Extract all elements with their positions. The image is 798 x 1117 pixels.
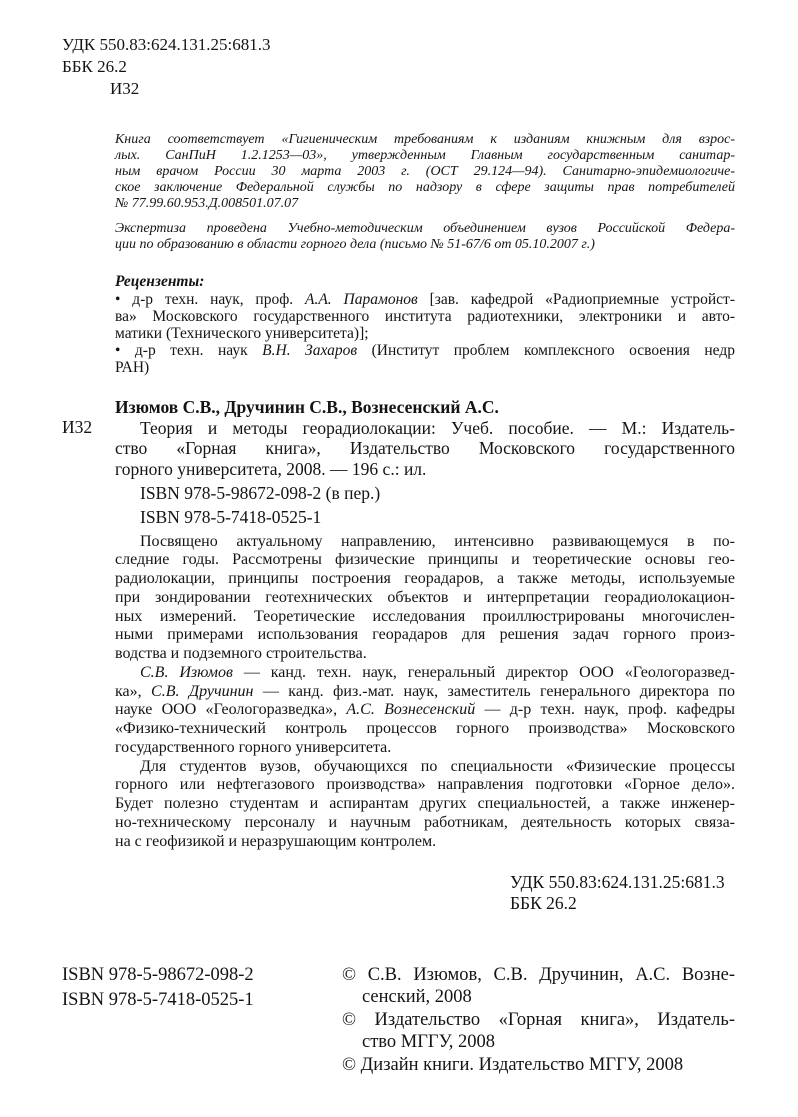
text-segment: — канд. техн. наук, генеральный директор ООО «Геологоразвед- — [232, 663, 735, 681]
reviewers-line: матики (Технического университета)]; — [115, 325, 369, 342]
italic-name: Рецензенты: — [115, 273, 205, 291]
abstract-line: Для студентов вузов, обучающихся по специальности «Физические процессы — [140, 757, 735, 775]
reviewers-line — [115, 291, 735, 308]
bbk-code: ББК 26.2 — [62, 57, 127, 76]
abstract-line: радиолокации, принципы построения георадаров, а также методы, используемые — [115, 570, 735, 588]
italic-name: А.А. Парамонов — [304, 290, 418, 308]
copyright-line: © Издательство «Горная книга», Издатель- — [342, 1009, 735, 1030]
italic-name: В.Н. Захаров — [262, 342, 358, 360]
abstract-line: горного или нефтегазового производства» направления подготовки «Горное дело». — [115, 776, 735, 794]
hygiene-line: Книга соответствует «Гигиеническим требованиям к изданиям книжным для взрос- — [115, 132, 735, 147]
entry-line: ство «Горная книга», Издательство Московского государственного — [115, 438, 735, 459]
abstract-line: ными примерами использования георадаров для решения задач горного произ- — [115, 626, 735, 644]
copyright-line: © С.В. Изюмов, С.В. Дручинин, А.С. Возне- — [342, 964, 735, 985]
abstract-line — [140, 664, 735, 683]
hygiene-line: № 77.99.60.953.Д.008501.07.07 — [115, 196, 299, 211]
copyright-line: © Дизайн книги. Издательство МГГУ, 2008 — [342, 1054, 684, 1075]
udk-code: УДК 550.83:624.131.25:681.3 — [62, 35, 271, 54]
reviewers-line: РАН) — [115, 359, 150, 377]
hygiene-line: ское заключение Федеральной службы по надзору в сфере защиты прав потребителей — [115, 180, 735, 195]
text-segment: [зав. кафедрой «Радиоприемные устройст- — [417, 290, 735, 308]
text-segment: — канд. физ.-мат. наук, заместитель генерального директора по — [253, 682, 735, 700]
expertise-line: ции по образованию в области горного дела (письмо № 51-67/6 от 05.10.2007 г.) — [115, 237, 595, 252]
abstract-line: следние годы. Рассмотрены физические принципы и теоретические основы гео- — [115, 551, 735, 569]
text-segment: — д-р техн. наук, проф. кафедры — [475, 701, 736, 719]
author-mark: И32 — [110, 79, 140, 98]
isbn-entry-line: ISBN 978-5-98672-098-2 (в пер.) — [140, 483, 381, 503]
authors-line — [115, 397, 735, 417]
abstract-line: ных измерений. Теоретические исследования проиллюстрированы многочислен- — [115, 607, 735, 625]
abstract-line: водства и подземного строительства. — [115, 645, 367, 663]
text-segment: • д-р техн. наук, проф. — [115, 290, 305, 308]
abstract-line: «Физико-технический контроль процессов горного производства» Московского — [115, 720, 735, 738]
copyright-line: сенский, 2008 — [362, 987, 472, 1008]
isbn-entry-line: ISBN 978-5-7418-0525-1 — [140, 507, 322, 527]
copyright-line: ство МГГУ, 2008 — [362, 1032, 495, 1053]
text-segment: • д-р техн. наук — [115, 342, 263, 360]
text-segment: (Институт проблем комплексного освоения недр — [357, 342, 735, 360]
entry-author-mark: И32 — [62, 417, 93, 437]
italic-name: С.В. Дручинин — [151, 682, 254, 700]
abstract-line: при зондировании геотехнических объектов и интерпретации георадиолокацион- — [115, 588, 735, 606]
classification-line: УДК 550.83:624.131.25:681.3 — [510, 871, 725, 892]
hygiene-line: лых. СанПиН 1.2.1253—03», утвержденным Главным государственным санитар- — [115, 148, 735, 163]
reviewers-line: ва» Московского государственного института радиотехники, электроники и авто- — [115, 307, 735, 325]
reviewers-line — [115, 273, 735, 290]
abstract-line: государственного горного университета. — [115, 738, 392, 756]
classification-line: ББК 26.2 — [510, 892, 577, 913]
expertise-line: Экспертиза проведена Учебно-методическим объединением вузов Российской Федера- — [115, 221, 735, 236]
isbn-bottom-line: ISBN 978-5-98672-098-2 — [62, 964, 254, 985]
italic-name: С.В. Изюмов — [140, 663, 233, 681]
text-segment: ка», — [115, 682, 152, 700]
italic-name: А.С. Вознесенский — [346, 701, 476, 719]
entry-line: горного университета, 2008. — 196 с.: ил. — [115, 458, 427, 479]
text-segment: науке ООО «Геологоразведка», — [115, 701, 347, 719]
abstract-line: Будет полезно студентам и аспирантам других специальностей, а также инженер- — [115, 795, 735, 813]
entry-line: Теория и методы георадиолокации: Учеб. пособие. — М.: Издатель- — [140, 417, 735, 438]
abstract-line — [115, 683, 735, 702]
abstract-line: на с геофизикой и неразрушающим контролем. — [115, 832, 437, 850]
abstract-line — [115, 701, 735, 720]
hygiene-line: ным врачом России 30 марта 2003 г. (ОСТ 29.124—94). Санитарно-эпидемиологиче- — [115, 164, 735, 179]
abstract-line: Посвящено актуальному направлению, интенсивно развивающемуся в по- — [140, 532, 735, 550]
reviewers-line — [115, 342, 735, 359]
abstract-line: но-техническому персоналу и научным работникам, деятельность которых связа- — [115, 813, 735, 831]
text-segment: Изюмов С.В., Дручинин С.В., Вознесенский А.С. — [115, 397, 499, 417]
isbn-bottom-line: ISBN 978-5-7418-0525-1 — [62, 989, 254, 1010]
